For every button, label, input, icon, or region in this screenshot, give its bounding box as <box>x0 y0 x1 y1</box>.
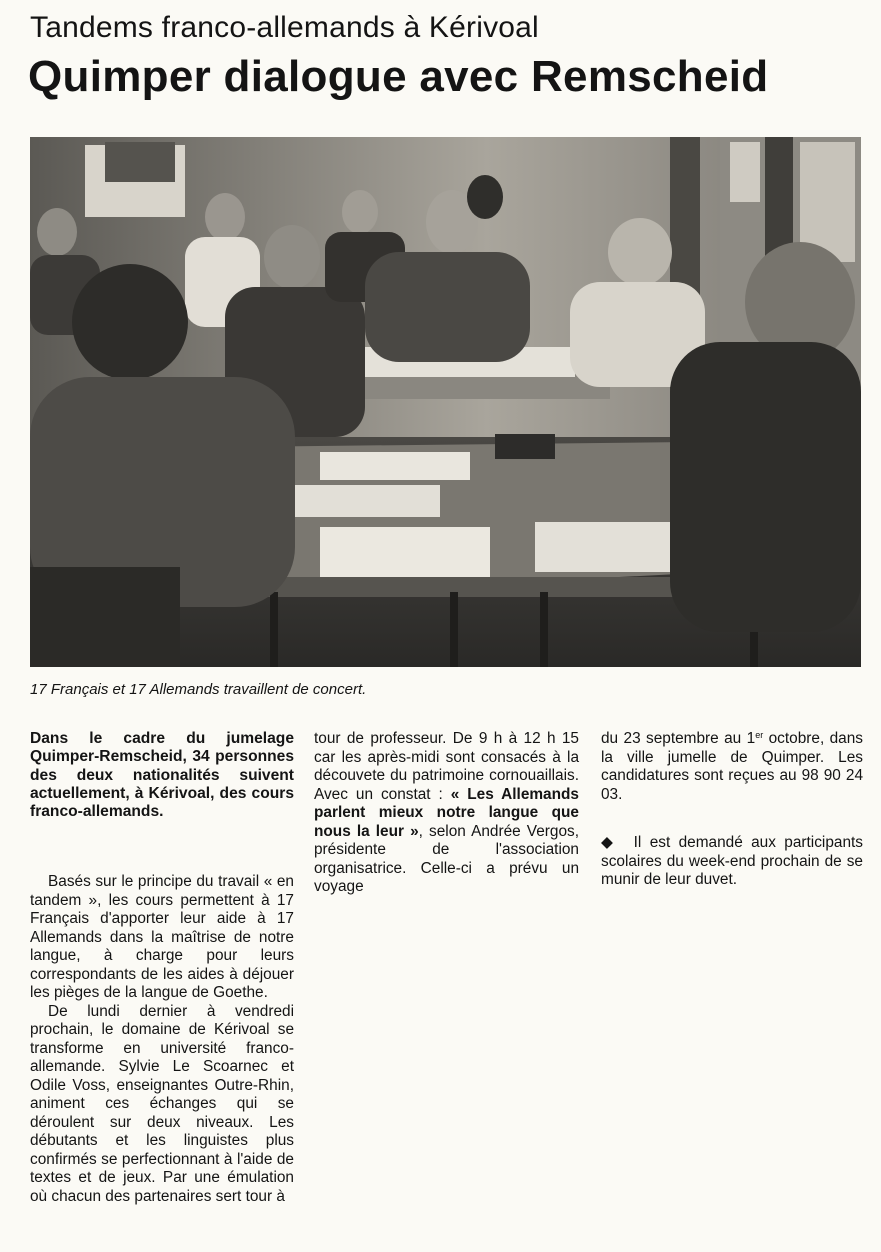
article-notice <box>601 834 863 890</box>
ordinal-superscript: er <box>755 730 764 740</box>
article-paragraph-2: De lundi dernier à vendredi prochain, le domaine de Kérivoal se transforme en université franco-allemande. Sylvie Le Scoarnec et Odile Voss, enseignantes Outre-Rhin, animent ces échanges qui se déroulent sur deux niveaux. Les débutants et les linguistes plus confirmés se perfectionnant à l'aide de textes et de jeux. Par une émulation où chacun des partenaires sert tour à <box>30 1002 294 1205</box>
article-column-3 <box>601 730 863 890</box>
article-paragraph-3-end: , selon Andrée Vergos, présidente de l'association organisatrice. Celle-ci a prévu un voyage <box>314 822 579 895</box>
article-photo <box>30 137 861 667</box>
article-paragraph-4 <box>601 730 863 804</box>
article-column-1 <box>30 730 294 1206</box>
article-kicker: Tandems franco-allemands à Kérivoal <box>30 11 539 44</box>
article-notice-text: Il est demandé aux participants scolaires du week-end prochain de se munir de leur duvet. <box>601 834 863 888</box>
article-paragraph-4-start: du 23 septembre au 1 <box>601 730 756 747</box>
article-paragraph-3 <box>314 730 579 897</box>
article-column-2 <box>314 730 579 897</box>
article-paragraph-3-start: tour de professeur. De 9 h à 12 h 15 car les après-midi sont consacés à la découvete du patrimoine cornouaillais. Avec un constat : <box>314 730 579 803</box>
article-quote: « Les Allemands parlent mieux notre langue que nous la leur » <box>314 785 579 840</box>
photo-caption: 17 Français et 17 Allemands travaillent de concert. <box>30 681 367 698</box>
diamond-bullet-icon: ◆ <box>601 834 617 851</box>
article-paragraph-4-end: octobre, dans la ville jumelle de Quimper. Les candidatures sont reçues au 98 90 24 03. <box>601 730 863 803</box>
article-lead: Dans le cadre du jumelage Quimper-Remscheid, 34 personnes des deux nationalités suivent actuellement, à Kérivoal, des cours franco-allemands. <box>30 730 294 821</box>
article-headline: Quimper dialogue avec Remscheid <box>28 52 769 101</box>
article-paragraph-1: Basés sur le principe du travail « en tandem », les cours permettent à 17 Français d'apporter leur aide à 17 Allemands dans la maîtrise de notre langue, à charge pour leurs correspondants de les aides à déjouer les pièges de la langue de Goethe. <box>30 873 294 1002</box>
